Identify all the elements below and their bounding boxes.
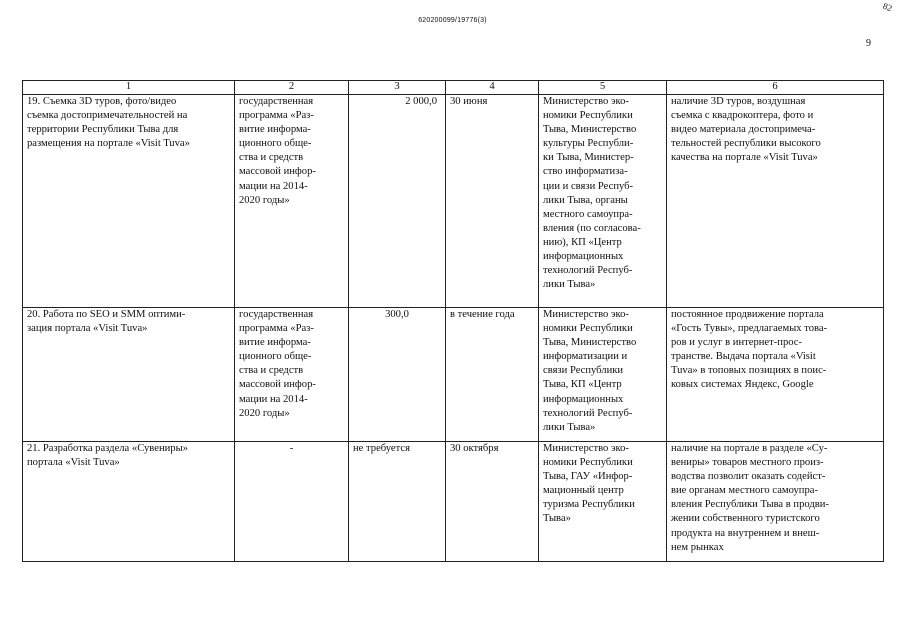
program-cell: - [235, 442, 349, 562]
page-number: 9 [866, 38, 871, 49]
amount-cell: 300,0 [349, 308, 446, 442]
document-code: 620200099/19776(3) [418, 17, 487, 24]
program-cell: государственная программа «Раз- витие информа- ционного обще- ства и средств массовой инфор- мации на 2014- 2020 годы» [235, 308, 349, 442]
deadline-cell: в течение года [446, 308, 539, 442]
table-row [23, 442, 884, 562]
table-row [23, 95, 884, 308]
column-header: 6 [667, 81, 884, 95]
column-header: 1 [23, 81, 235, 95]
result-cell: постоянное продвижение портала «Гость Тувы», предлагаемых това- ров и услуг в интернет-прос- транстве. Выдача портала «Visit Tuva» в топовых позициях в поис- ковых системах Яндекс, Google [667, 308, 884, 442]
deadline-cell: 30 июня [446, 95, 539, 308]
corner-mark: 82 [881, 0, 894, 14]
measure-cell: 20. Работа по SEO и SMM оптими- зация портала «Visit Tuva» [23, 308, 235, 442]
column-header: 5 [539, 81, 667, 95]
deadline-cell: 30 октября [446, 442, 539, 562]
table-header-row [23, 81, 884, 95]
result-cell: наличие 3D туров, воздушная съемка с квадрокоптера, фото и видео материала достопримеча- тельностей республики высокого качества на портале «Visit Tuva» [667, 95, 884, 308]
program-cell: государственная программа «Раз- витие информа- ционного обще- ства и средств массовой инфор- мации на 2014- 2020 годы» [235, 95, 349, 308]
amount-cell: 2 000,0 [349, 95, 446, 308]
result-cell: наличие на портале в разделе «Су- вениры» товаров местного произ- водства позволит оказать содейст- вие органам местного самоупра- вления Республики Тыва в продви- жении собственного туристского продукта на внутреннем и внеш- нем рынках [667, 442, 884, 562]
measure-cell: 19. Съемка 3D туров, фото/видео съемка достопримечательностей на территории Республики Тыва для размещения на портале «Visit Tuva» [23, 95, 235, 308]
measure-cell: 21. Разработка раздела «Сувениры» портала «Visit Tuva» [23, 442, 235, 562]
responsible-cell: Министерство эко- номики Республики Тыва, Министерство культуры Республи- ки Тыва, Министер- ство информатиза- ции и связи Респуб- лики Тыва, органы местного самоупра- вления (по согласова- нию), КП «Центр информационных технологий Респуб- лики Тыва» [539, 95, 667, 308]
column-header: 4 [446, 81, 539, 95]
measures-table [22, 80, 884, 562]
column-header: 3 [349, 81, 446, 95]
amount-cell: не требуется [349, 442, 446, 562]
responsible-cell: Министерство эко- номики Республики Тыва, ГАУ «Инфор- мационный центр туризма Республики Тыва» [539, 442, 667, 562]
table-row [23, 308, 884, 442]
column-header: 2 [235, 81, 349, 95]
responsible-cell: Министерство эко- номики Республики Тыва, Министерство информатизации и связи Республики Тыва, КП «Центр информационных технологий Респуб- лики Тыва» [539, 308, 667, 442]
